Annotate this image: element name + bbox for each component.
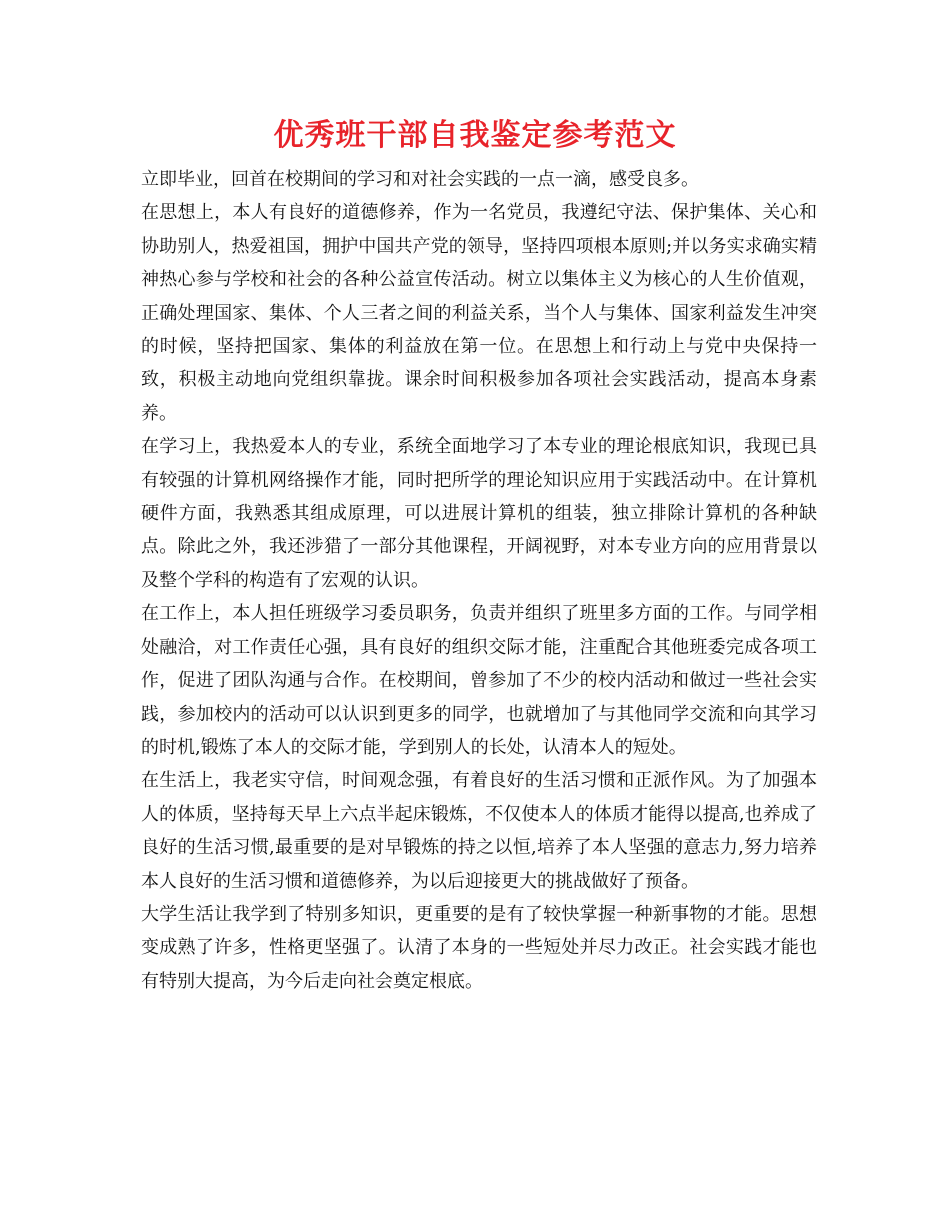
paragraph-summary: 大学生活让我学到了特别多知识，更重要的是有了较快掌握一种新事物的才能。思想变成熟了许多，性格更坚强了。认清了本身的一些短处并尽力改正。社会实践才能也有特别大提高，为今后走向社会奠定根底。	[141, 903, 817, 992]
document-body	[141, 163, 817, 998]
document-title: 优秀班干部自我鉴定参考范文	[273, 118, 677, 153]
paragraph-work: 在工作上，本人担任班级学习委员职务，负责并组织了班里多方面的工作。与同学相处融洽，对工作责任心强，具有良好的组织交际才能，注重配合其他班委完成各项工作，促进了团队沟通与合作。在校期间，曾参加了不少的校内活动和做过一些社会实践，参加校内的活动可以认识到更多的同学，也就增加了与其他同学交流和向其学习的时机,锻炼了本人的交际才能，学到别人的长处，认清本人的短处。	[141, 603, 817, 758]
paragraph-ideology: 在思想上，本人有良好的道德修养，作为一名党员，我遵纪守法、保护集体、关心和协助别人，热爱祖国，拥护中国共产党的领导，坚持四项根本原则;并以务实求确实精神热心参与学校和社会的各种公益宣传活动。树立以集体主义为核心的人生价值观，正确处理国家、集体、个人三者之间的利益关系，当个人与集体、国家利益发生冲突的时候，坚持把国家、集体的利益放在第一位。在思想上和行动上与党中央保持一致，积极主动地向党组织靠拢。课余时间积极参加各项社会实践活动，提高本身素养。	[141, 202, 817, 424]
paragraph-life: 在生活上，我老实守信，时间观念强，有着良好的生活习惯和正派作风。为了加强本人的体质，坚持每天早上六点半起床锻炼，不仅使本人的体质才能得以提高,也养成了良好的生活习惯,最重要的是对早锻炼的持之以恒,培养了本人坚强的意志力,努力培养本人良好的生活习惯和道德修养，为以后迎接更大的挑战做好了预备。	[141, 770, 817, 892]
paragraph-intro: 立即毕业，回首在校期间的学习和对社会实践的一点一滴，感受良多。	[141, 169, 699, 190]
paragraph-study: 在学习上，我热爱本人的专业，系统全面地学习了本专业的理论根底知识，我现已具有较强的计算机网络操作才能，同时把所学的理论知识应用于实践活动中。在计算机硬件方面，我熟悉其组成原理，可以进展计算机的组装，独立排除计算机的各种缺点。除此之外，我还涉猎了一部分其他课程，开阔视野，对本专业方向的应用背景以及整个学科的构造有了宏观的认识。	[141, 436, 817, 591]
